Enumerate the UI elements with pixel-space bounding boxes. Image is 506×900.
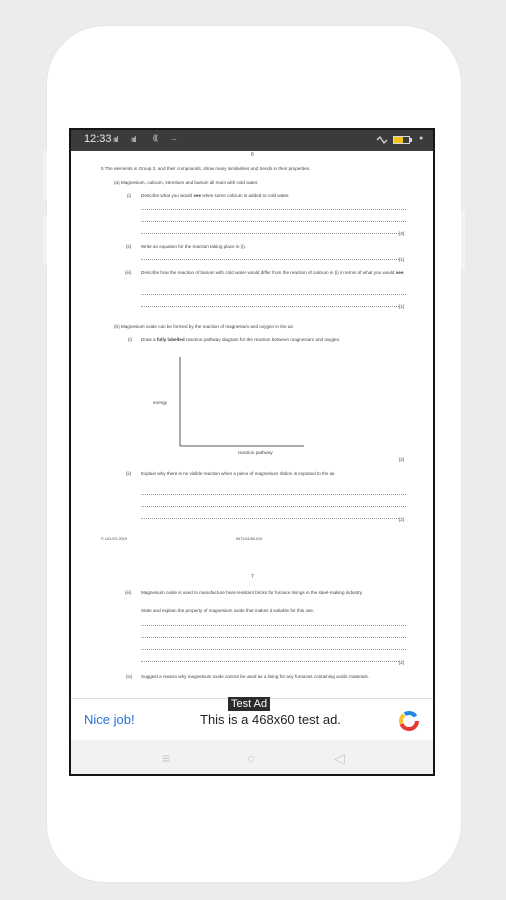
phone-side-button-right — [461, 210, 465, 270]
a-ii-label: (ii) — [126, 244, 132, 249]
b-i-text — [141, 337, 407, 342]
footer-right: 0971/41/M/J/19 — [236, 537, 263, 541]
status-bar — [71, 130, 433, 151]
answer-line — [141, 625, 406, 626]
phone-side-button-left-2 — [43, 215, 47, 265]
a-iii-text-2: . — [403, 270, 405, 275]
answer-line — [141, 259, 399, 260]
ad-label: Test Ad — [228, 697, 270, 711]
home-icon[interactable]: ○ — [247, 750, 256, 766]
more-icon: ··· — [171, 135, 176, 144]
status-time: 12:33 — [84, 133, 112, 145]
battery-icon — [393, 136, 410, 144]
energy-diagram-axes — [176, 355, 306, 450]
b-i-label: (i) — [128, 337, 133, 342]
part-a-text: (a) Magnesium, calcium, strontium and barium all react with cold water. — [114, 180, 259, 185]
b-iv-label: (iv) — [126, 674, 133, 679]
answer-line — [141, 221, 406, 222]
answer-line — [141, 209, 406, 210]
answer-line — [141, 506, 406, 507]
ad-banner[interactable] — [71, 698, 433, 741]
answer-line — [141, 306, 399, 307]
axis-x-label: reaction pathway — [238, 450, 273, 455]
a-iii-text — [141, 270, 407, 275]
vibrate-icon — [376, 135, 388, 145]
android-nav-bar — [71, 740, 433, 776]
a-i-text — [141, 193, 290, 198]
answer-line — [141, 294, 406, 295]
b-iii-text: Magnesium oxide is used to manufacture heat-resistant bricks for furnace linings in the steel-making industry. — [141, 590, 363, 595]
b-ii-text: Explain why there is no visible reaction when a piece of magnesium ribbon is exposed to the air. — [141, 471, 336, 476]
answer-line — [141, 494, 406, 495]
footer-left: © UCLES 2019 — [101, 537, 128, 541]
wifi-icon: ((( — [153, 135, 157, 142]
marks-a-iii: [1] — [399, 304, 405, 309]
marks-b-iii: [2] — [399, 660, 405, 665]
b-i-text-bold: fully labelled — [156, 337, 185, 342]
signal-icon-2: ıııl — [131, 135, 136, 144]
b-i-text-2: reaction pathway diagram for the reaction between magnesium and oxygen. — [184, 337, 341, 342]
recents-icon[interactable]: ≡ — [162, 750, 171, 766]
a-iii-text-bold: see — [395, 270, 404, 275]
answer-line — [141, 233, 399, 234]
b-iii-text2: State and explain the property of magnesium oxide that makes it suitable for this use. — [141, 608, 315, 613]
b-ii-label: (ii) — [126, 471, 132, 476]
a-iii-text-1: Describe how the reaction of barium with cold water would differ from the reaction of calcium in (i) in terms of what you would — [141, 270, 396, 275]
marks-a-i: [3] — [399, 231, 405, 236]
b-iii-label: (iii) — [125, 590, 132, 595]
question-5-intro: 5 The elements in Group 2, and their compounds, show many similarities and trends in their properties. — [101, 166, 311, 171]
b-iv-text: Suggest a reason why magnesium oxide cannot be used as a lining for any furnaces containing acidic materials. — [141, 674, 370, 679]
a-i-text-1: Describe what you would — [141, 193, 194, 198]
phone-screen — [69, 128, 435, 776]
a-i-text-bold: see — [193, 193, 202, 198]
exam-document[interactable] — [71, 151, 433, 698]
phone-side-button-left — [43, 150, 47, 200]
answer-line — [141, 637, 406, 638]
a-ii-text: Write an equation for the reaction taking place in (i). — [141, 244, 247, 249]
signal-icon: ıııl — [113, 135, 118, 144]
back-icon[interactable]: ◁ — [334, 750, 345, 766]
answer-line — [141, 649, 406, 650]
battery-tip — [410, 138, 412, 142]
page-number-next: 7 — [251, 574, 254, 580]
marks-b-i: [2] — [399, 457, 405, 462]
a-iii-label: (iii) — [125, 270, 132, 275]
ad-text[interactable]: This is a 468x60 test ad. — [200, 712, 341, 727]
marks-a-ii: [1] — [399, 257, 405, 262]
axis-y-label: energy — [153, 400, 168, 405]
part-b-text: (b) Magnesium oxide can be formed by the reaction of magnesium and oxygen in the air. — [114, 324, 295, 329]
page-break — [71, 551, 433, 561]
a-i-label: (i) — [127, 193, 132, 198]
b-i-text-1: Draw a — [141, 337, 157, 342]
status-dot: ● — [419, 135, 424, 142]
battery-level — [394, 137, 403, 143]
page-number-top: 6 — [251, 152, 254, 158]
answer-line — [141, 661, 399, 662]
marks-b-ii: [2] — [399, 517, 405, 522]
ad-nice-text[interactable]: Nice job! — [84, 712, 135, 727]
answer-line — [141, 518, 399, 519]
a-i-text-2: when some calcium is added to cold water. — [201, 193, 290, 198]
ad-logo-icon[interactable] — [398, 710, 420, 732]
